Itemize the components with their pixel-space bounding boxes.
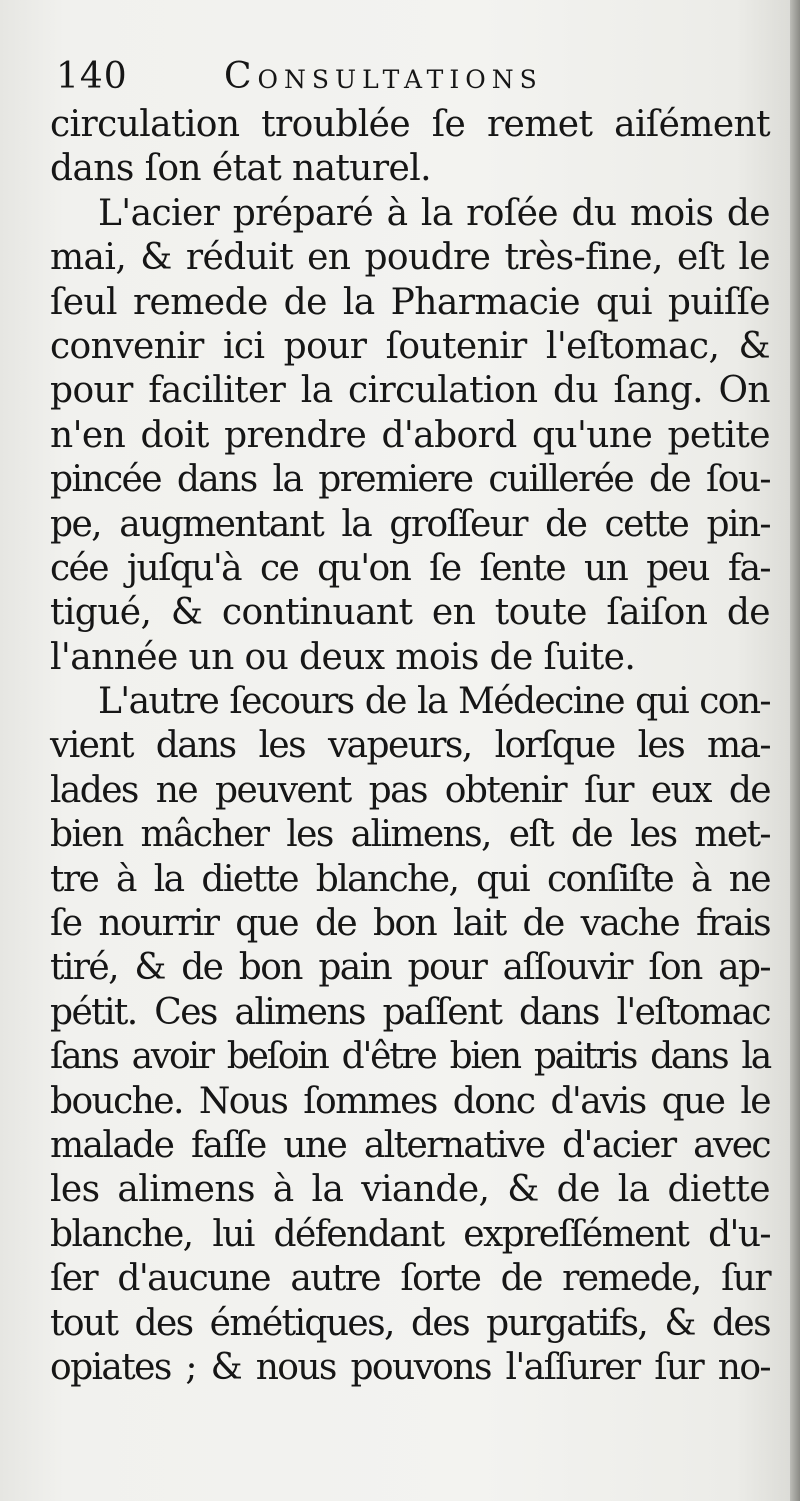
text-line: pincée dans la premiere cuillerée de ſou- — [50, 459, 770, 501]
text-line: cée juſqu'à ce qu'on ſe ſente un peu fa- — [50, 547, 770, 589]
text-line: blanche, lui défendant expreſſément d'u- — [50, 1213, 770, 1255]
running-head: Consultations — [224, 56, 543, 97]
text-line: malade faſſe une alternative d'acier avec — [50, 1124, 770, 1166]
text-line: ſeul remede de la Pharmacie qui puiſſe — [50, 281, 770, 323]
text-line: bouche. Nous ſommes donc d'avis que le — [50, 1080, 770, 1122]
text-line: pour faciliter la circulation du ſang. On — [50, 370, 770, 412]
text-line: pe, augmentant la groſſeur de cette pin- — [50, 503, 770, 545]
page-number: 140 — [56, 56, 128, 97]
text-line: L'acier préparé à la roſée du mois de — [98, 192, 770, 234]
text-line: n'en doit prendre d'abord qu'une petite — [50, 414, 770, 456]
text-line: convenir ici pour ſoutenir l'eſtomac, & — [50, 325, 770, 367]
text-line: lades ne peuvent pas obtenir ſur eux de — [50, 769, 770, 811]
text-line: mai, & réduit en poudre très-fine, eſt le — [50, 237, 770, 279]
text-line: circulation troublée ſe remet aiſément — [50, 104, 770, 145]
text-line: l'année un ou deux mois de ſuite. — [50, 636, 636, 678]
page-edge — [790, 0, 800, 1501]
text-line: opiates ; & nous pouvons l'aſſurer ſur no- — [50, 1346, 770, 1388]
text-line: tout des émétiques, des purgatifs, & des — [50, 1302, 770, 1344]
page-header — [56, 52, 756, 102]
text-line: ſe nourrir que de bon lait de vache frais — [50, 903, 770, 945]
text-line: bien mâcher les alimens, eſt de les met- — [50, 814, 770, 856]
body-text — [50, 103, 770, 1390]
text-line: L'autre ſecours de la Médecine qui con- — [98, 681, 770, 723]
text-line: les alimens à la viande, & de la diette — [50, 1169, 770, 1211]
text-line: ſer d'aucune autre ſorte de remede, ſur — [50, 1258, 770, 1300]
text-line: ſans avoir beſoin d'être bien paitris dans la — [50, 1036, 770, 1078]
text-line: vient dans les vapeurs, lorſque les ma- — [50, 725, 770, 767]
text-line: tiré, & de bon pain pour aſſouvir ſon ap- — [50, 947, 770, 989]
text-line: pétit. Ces alimens paſſent dans l'eſtomac — [50, 991, 770, 1033]
text-line: dans ſon état naturel. — [50, 148, 431, 190]
text-line: tre à la diette blanche, qui conſiſte à ne — [50, 858, 770, 900]
text-line: tigué, & continuant en toute ſaiſon de — [50, 592, 770, 634]
